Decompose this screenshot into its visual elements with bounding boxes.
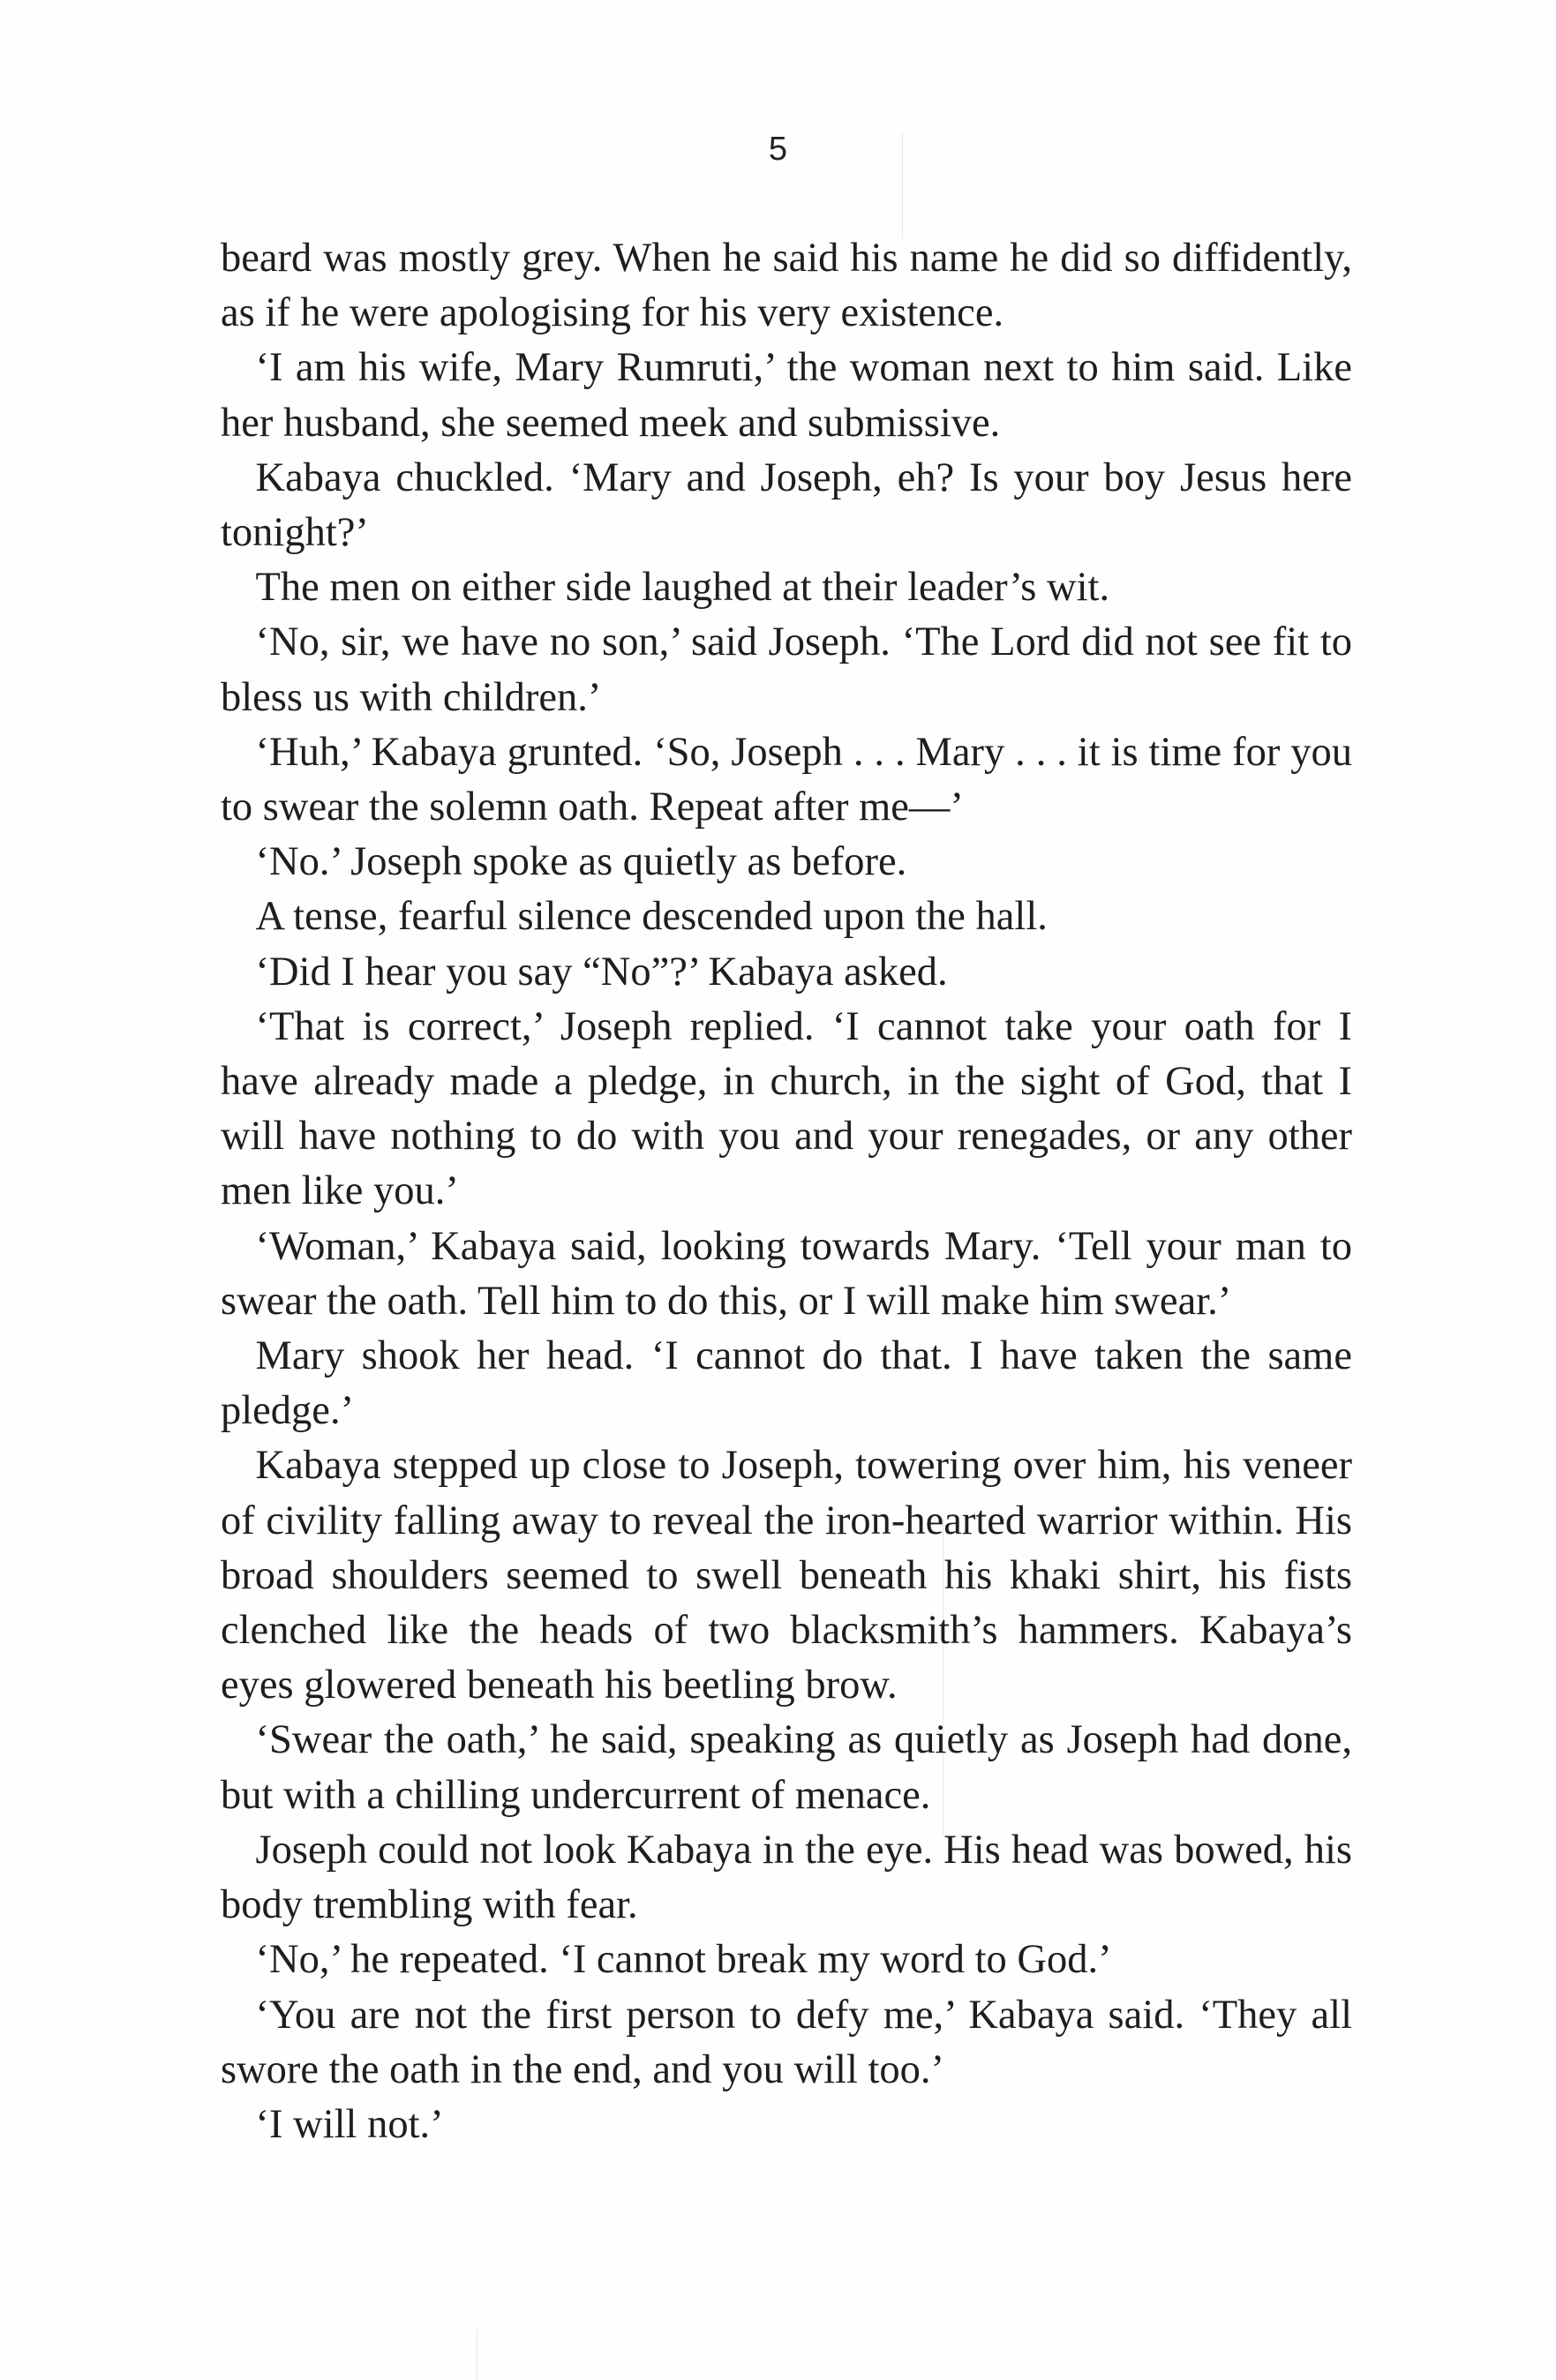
paragraph: ‘I will not.’ (255, 2101, 444, 2147)
paragraph: ‘I am his wife, Mary Rumruti,’ the woman next to him said. Like her husband, she seemed meek and submissive. (221, 345, 1352, 446)
paragraph: The men on either side laughed at their leader’s wit. (255, 565, 1110, 611)
page-number: 5 (768, 131, 788, 168)
paragraph: ‘No, sir, we have no son,’ said Joseph. ‘The Lord did not see fit to bless us with children.’ (221, 619, 1352, 720)
body-text (221, 231, 1352, 2152)
paragraph: ‘No.’ Joseph spoke as quietly as before. (255, 839, 907, 885)
paragraph: beard was mostly grey. When he said his name he did so diffidently, as if he were apologising for his very existence. (221, 236, 1352, 336)
paragraph: Joseph could not look Kabaya in the eye. His head was bowed, his body trembling with fear. (221, 1827, 1352, 1928)
paragraph: ‘No,’ he repeated. ‘I cannot break my word to God.’ (255, 1937, 1112, 1983)
paragraph: ‘That is correct,’ Joseph replied. ‘I cannot take your oath for I have already made a pledge, in church, in the sight of God, that I will have nothing to do with you and your renegades, or any other men like you.’ (221, 1003, 1352, 1214)
paragraph: Mary shook her head. ‘I cannot do that. I have taken the same pledge.’ (221, 1333, 1352, 1434)
paragraph: Kabaya stepped up close to Joseph, towering over him, his veneer of civility falling away to reveal the iron-hearted warrior within. His broad shoulders seemed to swell beneath his khaki shirt, his fists clenched like the heads of two blacksmith’s hammers. Kabaya’s eyes glowered beneath his beetling brow. (221, 1443, 1352, 1708)
paragraph: ‘Swear the oath,’ he said, speaking as quietly as Joseph had done, but with a chilling undercurrent of menace. (221, 1717, 1352, 1818)
paragraph: ‘Did I hear you say “No”?’ Kabaya asked. (255, 949, 948, 995)
paragraph: ‘Woman,’ Kabaya said, looking towards Mary. ‘Tell your man to swear the oath. Tell him to do this, or I will make him swear.’ (221, 1223, 1352, 1324)
paragraph: A tense, fearful silence descended upon the hall. (255, 894, 1048, 940)
paragraph: ‘You are not the first person to defy me,’ Kabaya said. ‘They all swore the oath in the end, and you will too.’ (221, 1992, 1352, 2092)
paragraph: Kabaya chuckled. ‘Mary and Joseph, eh? Is your boy Jesus here tonight?’ (221, 454, 1352, 556)
paragraph: ‘Huh,’ Kabaya grunted. ‘So, Joseph . . . Mary . . . it is time for you to swear the solemn oath. Repeat after me—’ (221, 729, 1352, 830)
